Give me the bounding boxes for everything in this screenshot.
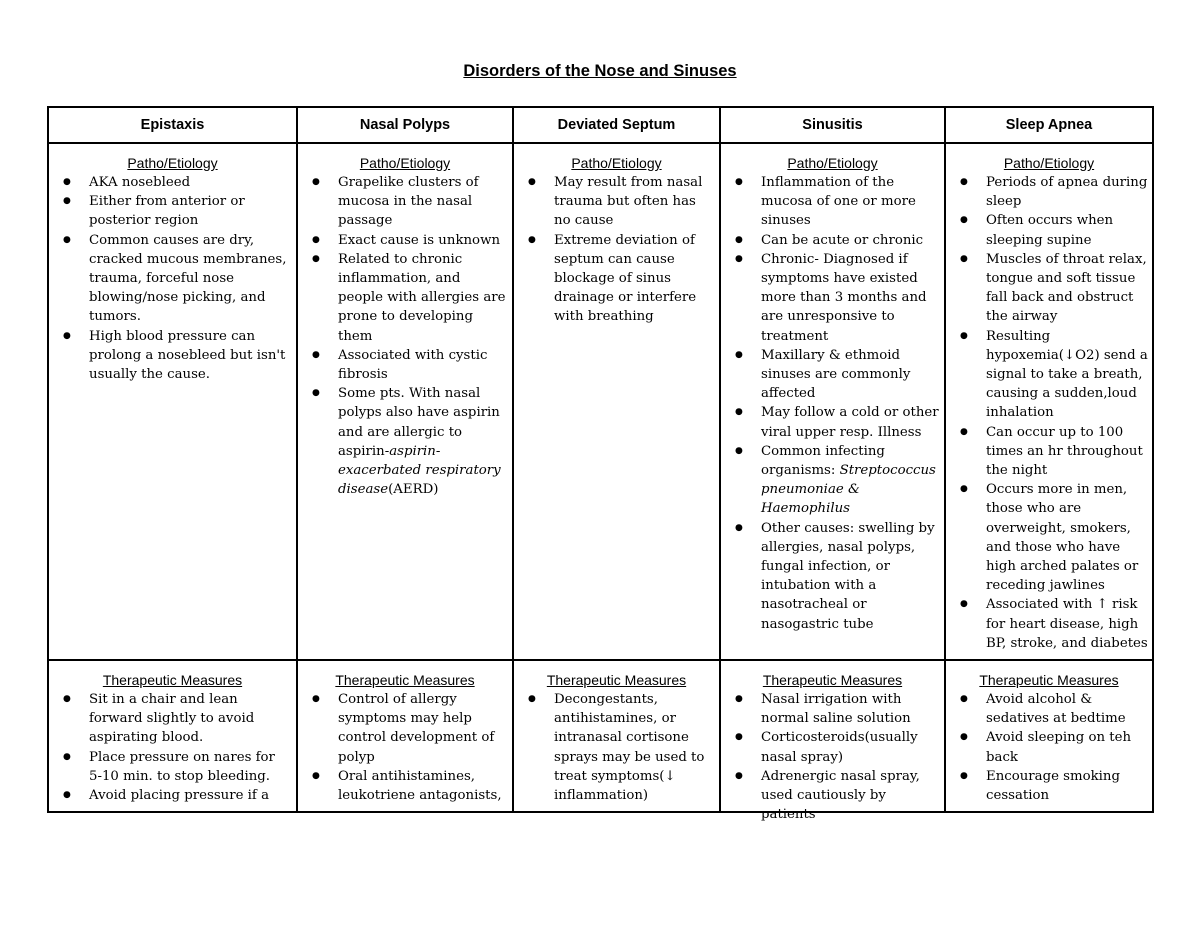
item-text: Avoid sleeping on teh back: [986, 730, 1132, 765]
list-item: [725, 403, 940, 441]
column-header: Deviated Septum: [513, 107, 720, 143]
item-text: Oral antihistamines, leukotriene antagonists,: [338, 768, 502, 804]
list-item: [53, 192, 292, 230]
list-item: [725, 728, 940, 766]
columns-3-therapeutic-cell: [720, 660, 945, 823]
columns-1-therapeutic-cell: [297, 660, 513, 812]
list-item: [725, 767, 940, 825]
bullet-list: [950, 690, 1148, 805]
item-text: Nasal irrigation with normal saline solution: [761, 692, 911, 727]
cell-content: [518, 154, 715, 327]
list-item: [302, 173, 508, 231]
item-text: Associated with cystic fibrosis: [338, 347, 488, 383]
item-text: May result from nasal trauma but often has no cause: [554, 175, 703, 229]
list-item: [725, 690, 940, 728]
list-item: [53, 748, 292, 786]
columns-0-therapeutic-cell: [48, 660, 297, 812]
list-item: [518, 173, 715, 231]
item-text: Associated with ↑ risk for heart disease, high BP, stroke, and diabetes: [986, 597, 1148, 651]
therapeutic-row: [48, 660, 1153, 812]
cell-content: [53, 671, 292, 811]
list-item: [53, 786, 292, 805]
list-item: [518, 690, 715, 805]
column-header: Sinusitis: [720, 107, 945, 143]
bullet-list: [53, 173, 292, 384]
item-text: Grapelike clusters of mucosa in the nasal passage: [338, 175, 479, 229]
cell-content: [302, 671, 508, 811]
list-item: [302, 346, 508, 384]
page-title: Disorders of the Nose and Sinuses: [463, 62, 737, 80]
item-text: AKA nosebleed: [89, 175, 191, 190]
patho-row: [48, 143, 1153, 660]
column-header: Epistaxis: [48, 107, 297, 143]
item-text: Resulting hypoxemia(↓O2) send a signal to take a breath, causing a sudden,loud inhalation: [986, 328, 1148, 421]
columns-0-patho-cell: [48, 143, 297, 660]
item-text: Avoid alcohol & sedatives at bedtime: [986, 692, 1126, 727]
list-item: [950, 327, 1148, 423]
bullet-list: [725, 690, 940, 824]
item-italic-text: Streptococcus pneumoniae & Haemophilus: [761, 463, 936, 517]
item-text: Can be acute or chronic: [761, 232, 924, 248]
item-text: Either from anterior or posterior region: [89, 194, 245, 229]
bullet-list: [518, 173, 715, 327]
columns-3-patho-cell: [720, 143, 945, 660]
bullet-list: [53, 690, 292, 805]
list-item: [950, 595, 1148, 653]
bullet-list: [725, 173, 940, 634]
item-text: Sit in a chair and lean forward slightly to avoid aspirating blood.: [89, 692, 255, 746]
column-header: Sleep Apnea: [945, 107, 1153, 143]
header-row: [48, 107, 1153, 143]
list-item: [950, 211, 1148, 249]
item-text: Muscles of throat relax, tongue and soft tissue fall back and obstruct the airway: [986, 251, 1147, 325]
item-text: Extreme deviation of septum can cause blockage of sinus drainage or interfere with breathing: [554, 232, 697, 325]
disorders-table: [47, 106, 1154, 823]
list-item: [53, 231, 292, 327]
section-heading: Patho/Etiology: [571, 155, 662, 171]
list-item: [950, 767, 1148, 805]
item-text: Inflammation of the mucosa of one or more sinuses: [761, 175, 916, 229]
bullet-list: [950, 173, 1148, 653]
section-heading: Therapeutic Measures: [102, 672, 243, 688]
item-text: High blood pressure can prolong a nosebleed but isn't usually the cause.: [89, 328, 286, 383]
section-heading: Therapeutic Measures: [762, 672, 903, 688]
list-item: [950, 690, 1148, 728]
list-item: [950, 250, 1148, 327]
item-text: Exact cause is unknown: [338, 232, 501, 248]
item-text: Decongestants, antihistamines, or intranasal cortisone sprays may be used to treat symptoms(↓ inflammation): [554, 692, 705, 804]
cell-content: [725, 154, 940, 634]
section-heading: Therapeutic Measures: [335, 672, 475, 688]
list-item: [950, 728, 1148, 766]
section-heading: Therapeutic Measures: [546, 672, 687, 688]
item-text: Maxillary & ethmoid sinuses are commonly affected: [761, 347, 911, 402]
item-text: Occurs more in men, those who are overweight, smokers, and those who have high arched palates or receding jawlines: [986, 482, 1139, 594]
list-item: [725, 442, 940, 519]
bullet-list: [302, 173, 508, 499]
item-text: Related to chronic inflammation, and people with allergies are prone to developing them: [338, 251, 506, 344]
item-text: Avoid placing pressure if a: [89, 788, 269, 804]
list-item: [725, 231, 940, 250]
section-heading: Patho/Etiology: [127, 155, 218, 171]
column-header: Nasal Polyps: [297, 107, 513, 143]
item-text: Can occur up to 100 times an hr throughout the night: [986, 424, 1143, 479]
columns-2-patho-cell: [513, 143, 720, 660]
item-text: Corticosteroids(usually nasal spray): [761, 730, 918, 765]
cell-content: [53, 154, 292, 384]
list-item: [53, 173, 292, 192]
list-item: [950, 173, 1148, 211]
list-item: [725, 519, 940, 634]
list-item: [53, 690, 292, 748]
cell-content: [302, 154, 508, 499]
item-italic-text: aspirin-exacerbated respiratory disease: [338, 443, 501, 498]
item-after-text: (AERD): [388, 482, 439, 498]
list-item: [53, 327, 292, 385]
item-text: Periods of apnea during sleep: [986, 175, 1148, 210]
section-heading: Patho/Etiology: [787, 155, 878, 171]
list-item: [302, 767, 508, 805]
list-item: [302, 690, 508, 767]
item-text: Place pressure on nares for 5-10 min. to stop bleeding.: [89, 749, 275, 784]
item-text: Some pts. With nasal polyps also have aspirin and are allergic to aspirin-: [338, 386, 500, 459]
list-item: [725, 346, 940, 404]
list-item: [302, 384, 508, 499]
columns-2-therapeutic-cell: [513, 660, 720, 812]
cell-content: [950, 154, 1148, 653]
item-text: Other causes: swelling by allergies, nasal polyps, fungal infection, or intubation with a nasotracheal or nasogastric tube: [761, 520, 935, 632]
section-heading: Patho/Etiology: [1003, 155, 1095, 171]
list-item: [302, 250, 508, 346]
item-text: Common infecting organisms:: [761, 443, 885, 479]
bullet-list: [302, 690, 508, 805]
columns-1-patho-cell: [297, 143, 513, 660]
list-item: [302, 231, 508, 250]
cell-content: [518, 671, 715, 811]
section-heading: Patho/Etiology: [359, 155, 451, 171]
item-text: May follow a cold or other viral upper resp. Illness: [761, 405, 939, 440]
item-text: Often occurs when sleeping supine: [986, 213, 1114, 248]
item-text: Control of allergy symptoms may help control development of polyp: [338, 692, 495, 765]
columns-4-patho-cell: [945, 143, 1153, 660]
item-text: Encourage smoking cessation: [986, 768, 1121, 804]
cell-content: [725, 671, 940, 823]
section-heading: Therapeutic Measures: [979, 672, 1119, 688]
item-text: Chronic- Diagnosed if symptoms have existed more than 3 months and are unresponsive to treatment: [761, 251, 927, 344]
list-item: [725, 250, 940, 346]
list-item: [518, 231, 715, 327]
list-item: [950, 480, 1148, 595]
item-text: Common causes are dry, cracked mucous membranes, trauma, forceful nose blowing/nose picking, and tumors.: [89, 232, 287, 325]
list-item: [725, 173, 940, 231]
item-text: Adrenergic nasal spray, used cautiously by patients: [761, 768, 920, 823]
columns-4-therapeutic-cell: [945, 660, 1153, 812]
list-item: [950, 423, 1148, 481]
cell-content: [950, 671, 1148, 811]
bullet-list: [518, 690, 715, 805]
